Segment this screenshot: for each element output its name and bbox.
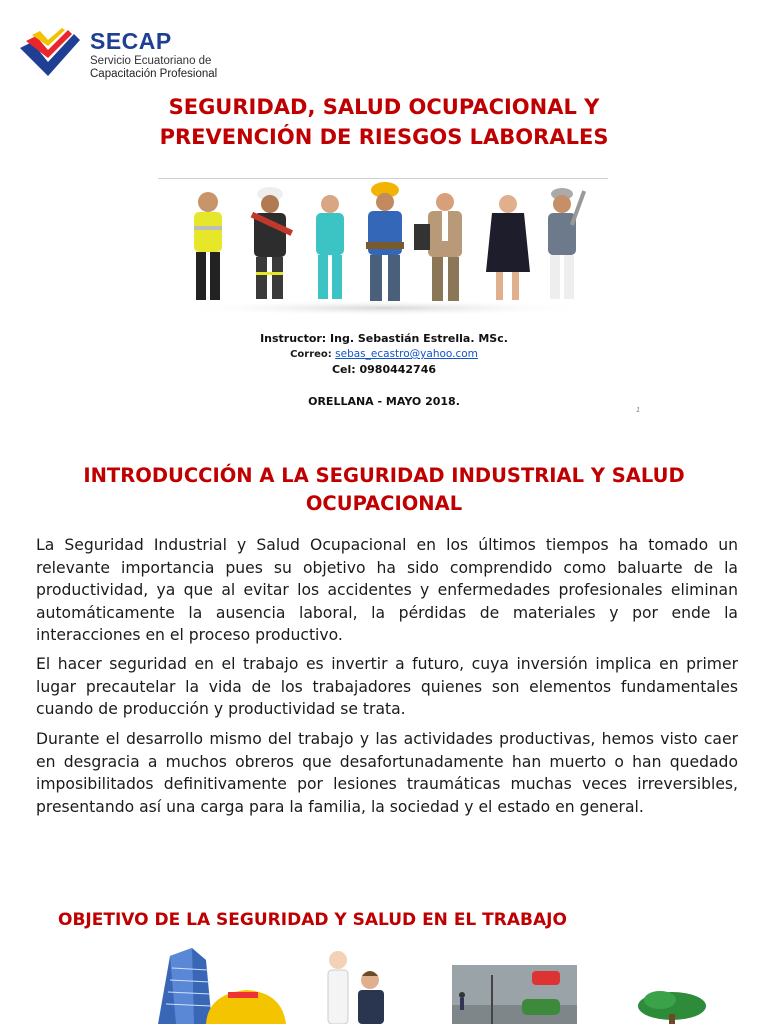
instructor-line: Instructor: Ing. Sebastián Estrella. MSc.	[260, 332, 508, 345]
email-line	[0, 348, 768, 360]
title-divider	[158, 178, 608, 179]
doctor-patient-image	[318, 946, 408, 1024]
paragraph: El hacer seguridad en el trabajo es invertir a futuro, cuya inversión implica en primer lugar precautelar la vida de los trabajadores quienes son elementos fundamentales cuando de producción y productividad se trata.	[36, 655, 738, 719]
place-date: ORELLANA - MAYO 2018.	[308, 395, 460, 408]
logo-subtitle-2: Capacitación Profesional	[90, 68, 218, 80]
worker-figure	[486, 195, 530, 300]
email-link[interactable]: sebas_ecastro@yahoo.com	[335, 348, 478, 360]
objective-heading: OBJETIVO DE LA SEGURIDAD Y SALUD EN EL TRABAJO	[58, 910, 567, 930]
main-title	[60, 92, 708, 152]
section-title	[60, 462, 708, 518]
logo-name: SECAP	[90, 28, 172, 54]
main-title-line-1: SEGURIDAD, SALUD OCUPACIONAL Y	[168, 95, 600, 119]
phone-line: Cel: 0980442746	[331, 363, 437, 376]
worker-figure	[194, 192, 222, 300]
worker-figure	[366, 182, 404, 301]
worker-figure	[548, 188, 586, 299]
paragraph: La Seguridad Industrial y Salud Ocupacional en los últimos tiempos ha tomado un relevante importancia pues su objetivo ha sido comprendido como baluarte de la productividad, ya que al evitar los accidentes y enfermedades profesionales eliminan automáticamente la ausencia laboral, la pérdidas de materiales y por ende la interacciones en el proceso productivo.	[36, 536, 738, 645]
secap-logo-icon	[18, 28, 82, 78]
worker-figure	[316, 195, 344, 299]
secap-logo	[18, 28, 248, 84]
section-title-line-1: INTRODUCCIÓN A LA SEGURIDAD INDUSTRIAL Y SALUD	[83, 464, 685, 487]
traffic-accident-image	[452, 965, 577, 1024]
workers-group-image	[170, 180, 600, 320]
building-helmet-image	[136, 944, 286, 1024]
worker-figure	[251, 187, 293, 299]
main-title-line-2: PREVENCIÓN DE RIESGOS LABORALES	[159, 125, 609, 149]
page-number: 1	[636, 407, 640, 414]
logo-subtitle-1: Servicio Ecuatoriano de	[90, 55, 212, 67]
paragraph: Durante el desarrollo mismo del trabajo y las actividades productivas, hemos visto caer en desgracia a muchos obreros que desafortunadamente han muerto o han quedado imposibilitados definitivamente por lesiones traumáticas muchas veces irreversibles, presentando así una carga para la familia, la sociedad y el estado en general.	[36, 730, 738, 816]
tree-image	[632, 990, 712, 1024]
section-title-line-2: OCUPACIONAL	[305, 492, 463, 515]
email-label: Correo:	[290, 349, 332, 360]
worker-figure	[414, 193, 462, 301]
